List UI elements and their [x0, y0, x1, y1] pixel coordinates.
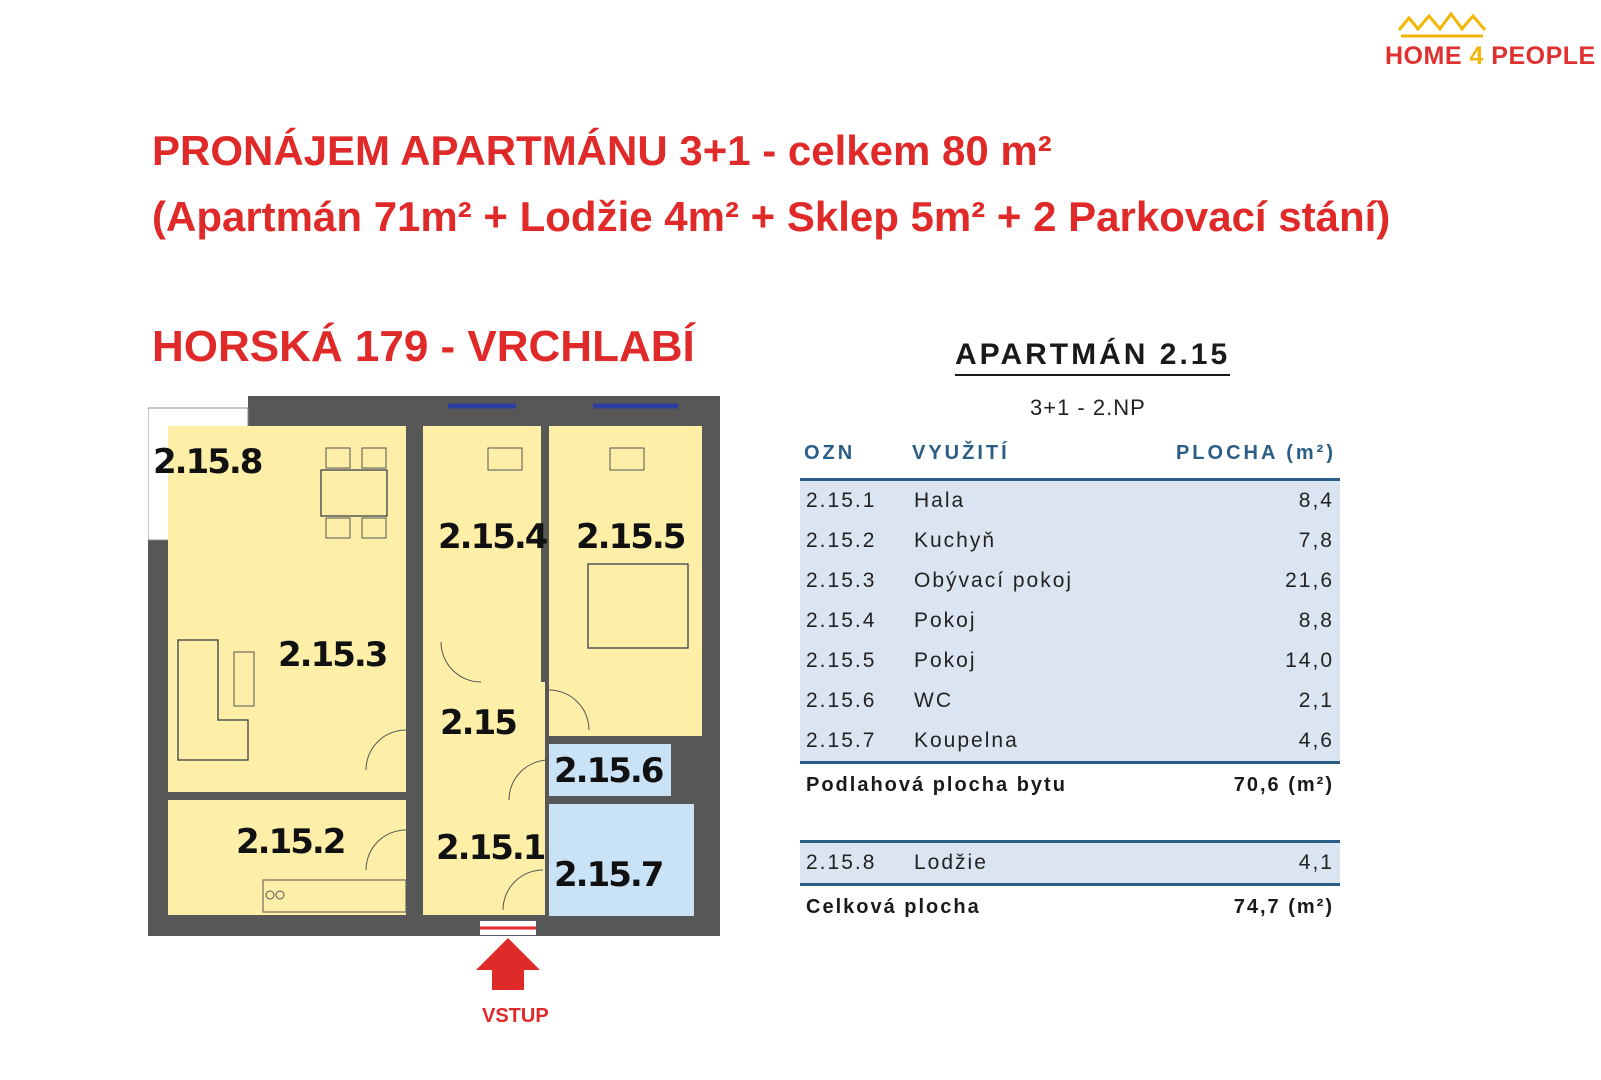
- brand-logo: [1385, 10, 1596, 80]
- table-row: 2.15.1 Hala 8,4: [806, 489, 1334, 512]
- grand-total-label: Celková plocha: [806, 896, 981, 918]
- entrance-arrow-icon: [476, 938, 540, 990]
- table-row: 2.15.7 Koupelna 4,6: [806, 729, 1334, 752]
- floor-total-value: 70,6 (m²): [1233, 774, 1334, 796]
- label-2-15-8: 2.15.8: [153, 442, 262, 482]
- table-header: [800, 440, 1340, 481]
- label-2-15: 2.15: [440, 703, 516, 743]
- label-2-15-1: 2.15.1: [436, 828, 545, 868]
- headline-line2: (Apartmán 71m² + Lodžie 4m² + Sklep 5m² + 2 Parkovací stání): [152, 193, 1391, 240]
- floor-total-row: [800, 761, 1340, 810]
- label-2-15-6: 2.15.6: [554, 751, 663, 791]
- grand-total-value: 74,7 (m²): [1233, 896, 1334, 918]
- apartment-title: APARTMÁN 2.15: [955, 338, 1230, 376]
- label-2-15-3: 2.15.3: [278, 635, 387, 675]
- header-plocha: PLOCHA (m²): [1175, 442, 1336, 464]
- apartment-subtitle: 3+1 - 2.NP: [1030, 395, 1146, 420]
- area-table: [800, 440, 1340, 932]
- table-row: 2.15.3 Obývací pokoj 21,6: [806, 569, 1334, 592]
- brand-name: HOME 4 PEOPLE: [1385, 42, 1596, 70]
- houses-icon: [1397, 10, 1492, 44]
- table-row: 2.15.4 Pokoj 8,8: [806, 609, 1334, 632]
- label-2-15-2: 2.15.2: [236, 822, 345, 862]
- table-row: 2.15.2 Kuchyň 7,8: [806, 529, 1334, 552]
- table-body: [800, 481, 1340, 761]
- table-row: 2.15.5 Pokoj 14,0: [806, 649, 1334, 672]
- header-vyuziti: VYUŽITÍ: [912, 442, 1010, 464]
- floor-plan: [148, 390, 728, 990]
- room-2-15-5: [549, 426, 702, 736]
- table-row: 2.15.8 Lodžie 4,1: [806, 851, 1334, 874]
- label-2-15-5: 2.15.5: [576, 517, 685, 557]
- floor-total-label: Podlahová plocha bytu: [806, 774, 1067, 796]
- address-title: HORSKÁ 179 - VRCHLABÍ: [152, 322, 695, 371]
- label-2-15-7: 2.15.7: [554, 855, 663, 895]
- headline-line1: PRONÁJEM APARTMÁNU 3+1 - celkem 80 m²: [152, 127, 1052, 174]
- table-row: 2.15.6 WC 2,1: [806, 689, 1334, 712]
- table-extra: [800, 840, 1340, 883]
- grand-total-row: [800, 883, 1340, 932]
- label-2-15-4: 2.15.4: [438, 517, 547, 557]
- header-ozn: OZN: [804, 442, 856, 464]
- entrance-label: VSTUP: [482, 1005, 549, 1027]
